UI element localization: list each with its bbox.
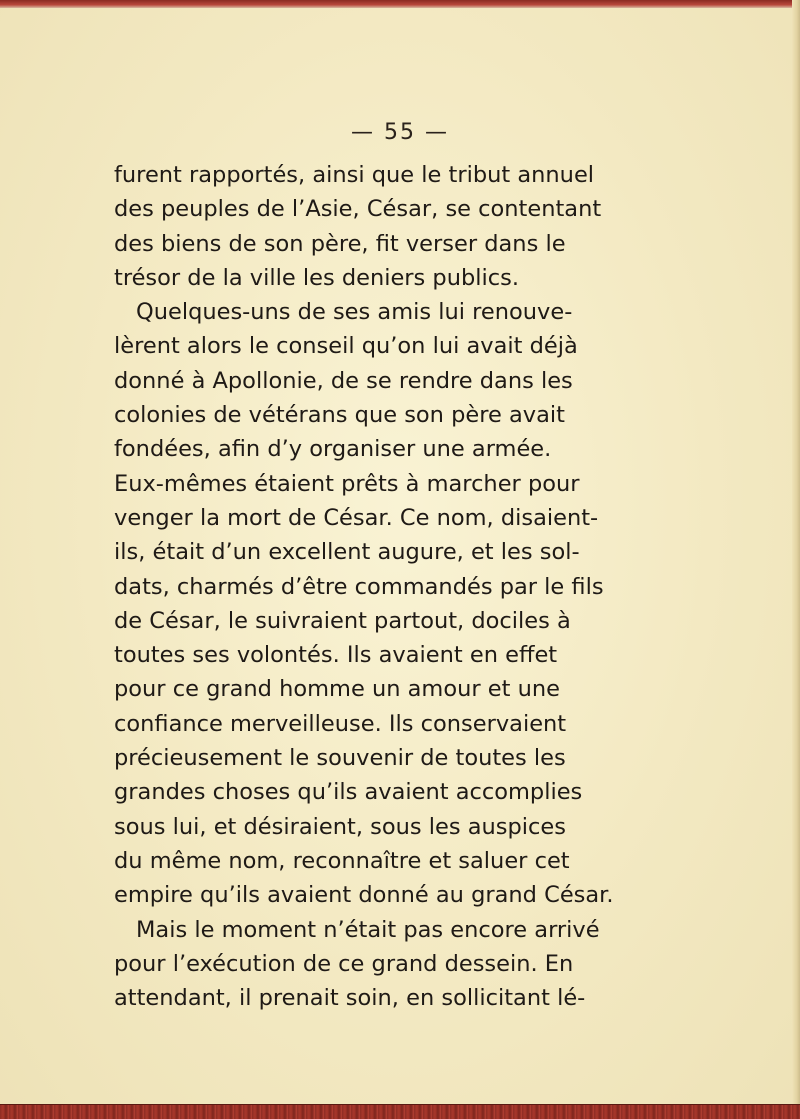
body-text (114, 158, 614, 1015)
text-line: furent rapportés, ainsi que le tribut annuel (114, 162, 595, 188)
text-line: empire qu’ils avaient donné au grand César. (114, 882, 614, 909)
text-line: attendant, il prenait soin, en sollicitant lé- (114, 985, 586, 1012)
text-line: Quelques-uns de ses amis lui renouve- (136, 299, 573, 326)
text-line: ils, était d’un excellent augure, et les sol- (114, 539, 580, 566)
text-line: toutes ses volontés. Ils avaient en effet (114, 642, 558, 669)
book-binding-top-edge (0, 0, 800, 8)
book-binding-right-edge (792, 0, 800, 1119)
text-line: du même nom, reconnaître et saluer cet (114, 847, 570, 874)
text-line: trésor de la ville les deniers publics. (114, 264, 519, 291)
text-line: de César, le suivraient partout, dociles à (114, 607, 571, 634)
text-line: précieusement le souvenir de toutes les (114, 745, 566, 772)
page-number: — 55 — (351, 120, 449, 145)
text-line: dats, charmés d’être commandés par le fils (114, 573, 604, 600)
text-line: des peuples de l’Asie, César, se contentant (114, 196, 602, 223)
text-line: venger la mort de César. Ce nom, disaient- (114, 504, 599, 531)
text-line: sous lui, et désiraient, sous les auspices (114, 813, 566, 840)
text-line: colonies de vétérans que son père avait (114, 402, 565, 429)
text-line: Mais le moment n’était pas encore arrivé (136, 916, 600, 943)
book-binding-bottom-edge (0, 1104, 800, 1119)
text-line: pour ce grand homme un amour et une (114, 676, 560, 703)
text-line: lèrent alors le conseil qu’on lui avait déjà (114, 333, 578, 360)
text-line: confiance merveilleuse. Ils conservaient (114, 710, 567, 737)
text-line: fondées, afin d’y organiser une armée. (114, 436, 552, 463)
text-line: des biens de son père, fit verser dans le (114, 230, 566, 257)
text-line: donné à Apollonie, de se rendre dans les (114, 367, 573, 394)
text-line: grandes choses qu’ils avaient accomplies (114, 779, 583, 806)
text-line: Eux-mêmes étaient prêts à marcher pour (114, 470, 580, 497)
text-line: pour l’exécution de ce grand dessein. En (114, 950, 574, 977)
